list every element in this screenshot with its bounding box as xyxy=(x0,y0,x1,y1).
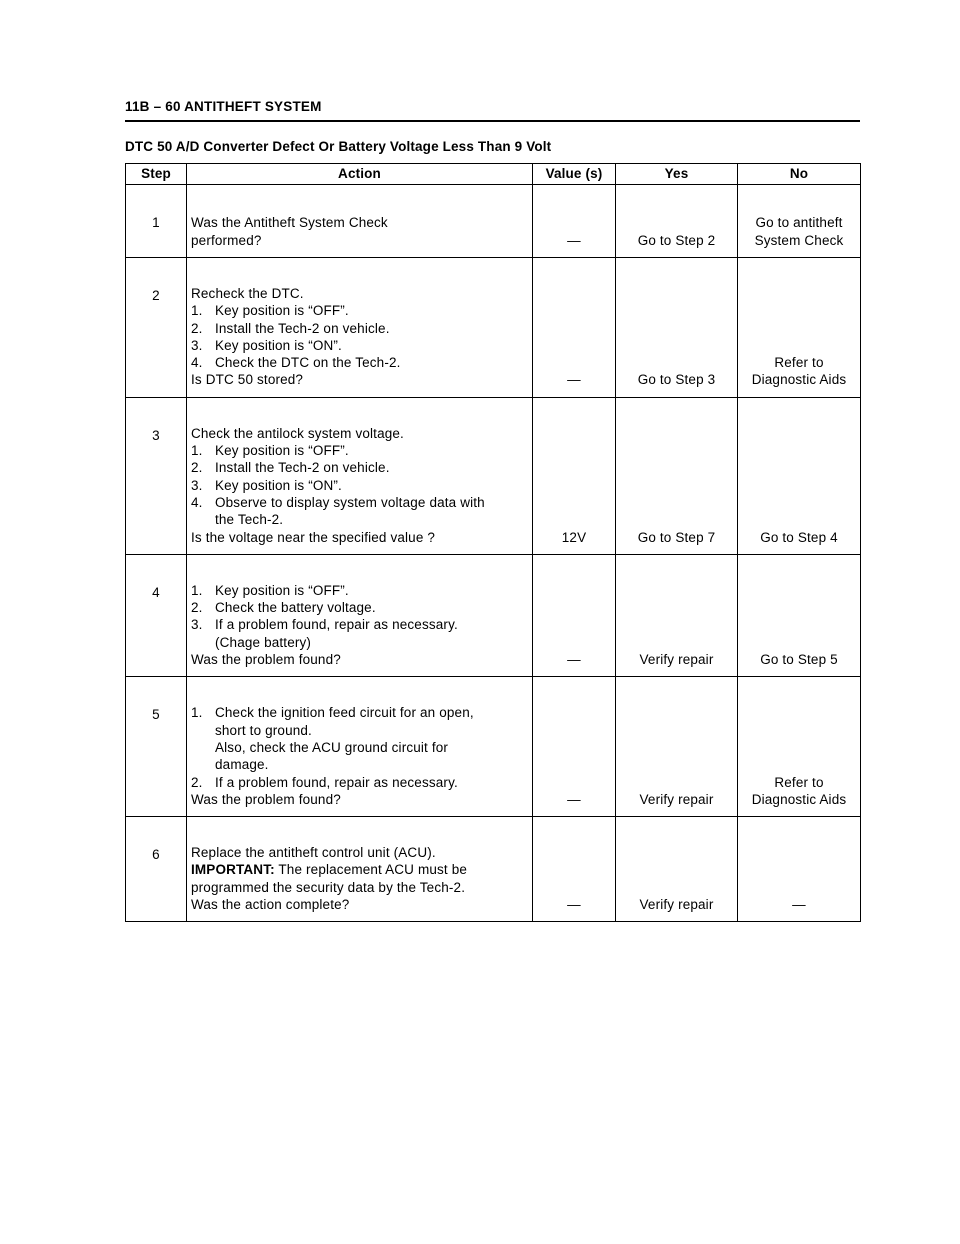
step-number: 3 xyxy=(126,397,187,554)
no-line: Refer to xyxy=(774,355,824,371)
action-list-item: 3. Key position is “ON”. xyxy=(191,477,342,493)
value-cell: — xyxy=(533,554,616,676)
column-header-action: Action xyxy=(187,164,533,185)
no-cell xyxy=(738,185,861,258)
value-cell: — xyxy=(533,258,616,398)
action-list-item: 3. If a problem found, repair as necessary. xyxy=(191,617,458,633)
action-list-continuation: the Tech-2. xyxy=(215,512,284,528)
step-number: 5 xyxy=(126,677,187,817)
action-list-continuation: short to ground. xyxy=(215,722,312,738)
action-question: Is DTC 50 stored? xyxy=(191,372,304,388)
yes-cell: Verify repair xyxy=(616,554,738,676)
yes-cell: Verify repair xyxy=(616,677,738,817)
value-cell: — xyxy=(533,817,616,922)
table-row-step-3 xyxy=(126,397,861,554)
action-list-continuation: damage. xyxy=(215,757,269,773)
action-question: Was the problem found? xyxy=(191,791,341,807)
table-row-step-2 xyxy=(126,258,861,398)
page-reference: 11B – 60 ANTITHEFT SYSTEM xyxy=(125,99,322,114)
action-intro: Check the antilock system voltage. xyxy=(191,425,404,441)
column-header-no: No xyxy=(738,164,861,185)
action-intro: Recheck the DTC. xyxy=(191,286,304,301)
action-question: Is the voltage near the specified value ? xyxy=(191,529,436,545)
action-cell xyxy=(187,397,533,554)
step-number: 2 xyxy=(126,258,187,398)
value-cell: — xyxy=(533,677,616,817)
no-cell xyxy=(738,258,861,398)
action-intro: Replace the antitheft control unit (ACU). xyxy=(191,845,436,861)
no-cell xyxy=(738,397,861,554)
action-cell xyxy=(187,677,533,817)
action-list-continuation: (Chage battery) xyxy=(215,634,312,650)
action-question: Was the problem found? xyxy=(191,652,341,668)
action-list-item: 1. Key position is “OFF”. xyxy=(191,582,349,598)
action-cell xyxy=(187,185,533,258)
no-cell xyxy=(738,677,861,817)
action-cell xyxy=(187,817,533,922)
no-line: — xyxy=(792,897,806,913)
no-line: Diagnostic Aids xyxy=(751,372,847,388)
column-header-step: Step xyxy=(126,164,187,185)
action-line: programmed the security data by the Tech-2. xyxy=(191,879,466,895)
action-list-item: 2. Install the Tech-2 on vehicle. xyxy=(191,320,390,336)
table-row-step-1 xyxy=(126,185,861,258)
step-number: 1 xyxy=(126,185,187,258)
action-cell xyxy=(187,258,533,398)
no-line: Refer to xyxy=(774,774,824,790)
action-list-item: 2. If a problem found, repair as necessary. xyxy=(191,774,458,790)
action-list-item: 1. Check the ignition feed circuit for an open, xyxy=(191,705,474,721)
no-line: Go to Step 4 xyxy=(760,529,838,545)
step-number: 6 xyxy=(126,817,187,922)
action-list-item: 4. Check the DTC on the Tech-2. xyxy=(191,355,401,371)
action-list-item: 4. Observe to display system voltage data with xyxy=(191,494,485,510)
action-line: performed? xyxy=(191,232,262,248)
important-text: The replacement ACU must be xyxy=(274,862,468,878)
table-row-step-4 xyxy=(126,554,861,676)
action-list-item: 1. Key position is “OFF”. xyxy=(191,303,349,319)
no-cell xyxy=(738,817,861,922)
table-row-step-6 xyxy=(126,817,861,922)
yes-cell: Go to Step 2 xyxy=(616,185,738,258)
column-header-yes: Yes xyxy=(616,164,738,185)
no-line: Go to Step 5 xyxy=(760,652,838,668)
action-question: Was the action complete? xyxy=(191,897,350,913)
no-line: Diagnostic Aids xyxy=(751,791,847,807)
value-cell: — xyxy=(533,185,616,258)
action-list-item: 2. Install the Tech-2 on vehicle. xyxy=(191,460,390,476)
yes-cell: Go to Step 7 xyxy=(616,397,738,554)
important-label: IMPORTANT: xyxy=(191,862,275,878)
diagnostic-table xyxy=(125,163,861,922)
table-row-step-5 xyxy=(126,677,861,817)
action-line: Was the Antitheft System Check xyxy=(191,215,388,231)
value-cell: 12V xyxy=(533,397,616,554)
no-line: Go to antitheft xyxy=(755,215,843,231)
action-list-continuation: Also, check the ACU ground circuit for xyxy=(215,739,449,755)
table-header-row xyxy=(126,164,861,185)
no-cell xyxy=(738,554,861,676)
no-line: System Check xyxy=(754,232,844,248)
document-title: DTC 50 A/D Converter Defect Or Battery Voltage Less Than 9 Volt xyxy=(125,139,552,154)
action-list-item: 2. Check the battery voltage. xyxy=(191,600,376,616)
yes-cell: Verify repair xyxy=(616,817,738,922)
action-list-item: 3. Key position is “ON”. xyxy=(191,337,342,353)
yes-cell: Go to Step 3 xyxy=(616,258,738,398)
action-cell xyxy=(187,554,533,676)
important-note xyxy=(191,861,528,878)
page-header xyxy=(125,98,860,122)
action-list-item: 1. Key position is “OFF”. xyxy=(191,443,349,459)
column-header-value: Value (s) xyxy=(533,164,616,185)
step-number: 4 xyxy=(126,554,187,676)
